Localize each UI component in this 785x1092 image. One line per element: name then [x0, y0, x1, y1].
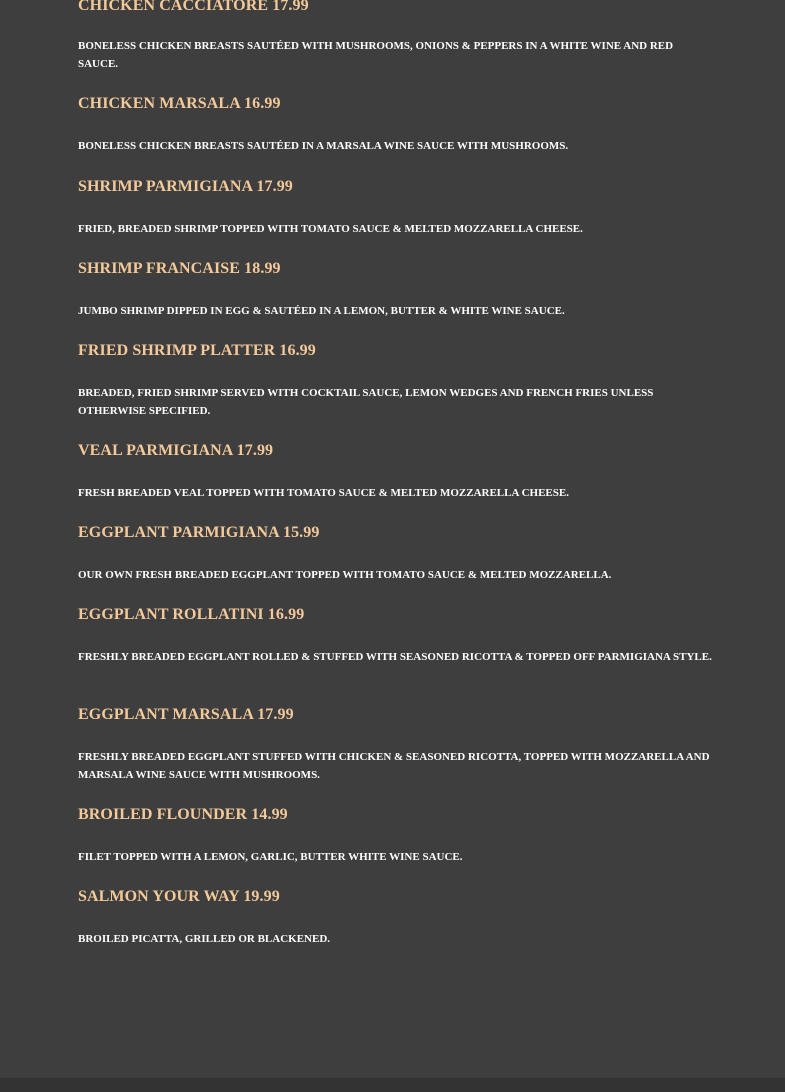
menu-item-description: FRIED, BREADED SHRIMP TOPPED WITH TOMATO SAUCE & MELTED MOZZARELLA CHEESE. — [78, 223, 583, 235]
menu-item-title: EGGPLANT MARSALA 17.99 — [78, 706, 294, 723]
menu-item-description: FRESHLY BREADED EGGPLANT ROLLED & STUFFED WITH SEASONED RICOTTA & TOPPED OFF PARMIGIANA STYLE. — [78, 651, 712, 663]
menu-item-description: BONELESS CHICKEN BREASTS SAUTÉED IN A MARSALA WINE SAUCE WITH MUSHROOMS. — [78, 140, 569, 152]
menu-item-title: EGGPLANT PARMIGIANA 15.99 — [78, 524, 320, 541]
menu-item-description: FRESHLY BREADED EGGPLANT STUFFED WITH CHICKEN & SEASONED RICOTTA, TOPPED WITH MOZZARELLA AND MARSALA WINE SAUCE WITH MUSHROOMS. — [78, 751, 710, 781]
menu-item-title: EGGPLANT ROLLATINI 16.99 — [78, 606, 305, 623]
menu-item-description: FRESH BREADED VEAL TOPPED WITH TOMATO SAUCE & MELTED MOZZARELLA CHEESE. — [78, 487, 569, 499]
menu-item-title: CHICKEN CACCIATORE 17.99 — [78, 0, 309, 14]
menu-item-description: BREADED, FRIED SHRIMP SERVED WITH COCKTAIL SAUCE, LEMON WEDGES AND FRENCH FRIES UNLESS OTHERWISE SPECIFIED. — [78, 387, 654, 417]
menu-item-title: VEAL PARMIGIANA 17.99 — [78, 442, 274, 459]
menu-item-description: FILET TOPPED WITH A LEMON, GARLIC, BUTTER WHITE WINE SAUCE. — [78, 851, 463, 863]
menu-item-title: FRIED SHRIMP PLATTER 16.99 — [78, 342, 316, 359]
menu-item-title: SALMON YOUR WAY 19.99 — [78, 888, 280, 905]
menu-item-title: CHICKEN MARSALA 16.99 — [78, 95, 281, 112]
menu-item-title: SHRIMP PARMIGIANA 17.99 — [78, 178, 293, 195]
menu-item-description: JUMBO SHRIMP DIPPED IN EGG & SAUTÉED IN A LEMON, BUTTER & WHITE WINE SAUCE. — [78, 305, 565, 317]
menu-item-title: SHRIMP FRANCAISE 18.99 — [78, 260, 281, 277]
menu-item-description: OUR OWN FRESH BREADED EGGPLANT TOPPED WITH TOMATO SAUCE & MELTED MOZZARELLA. — [78, 569, 612, 581]
menu-item-title: BROILED FLOUNDER 14.99 — [78, 806, 288, 823]
menu-item-description: BROILED PICATTA, GRILLED OR BLACKENED. — [78, 933, 331, 945]
menu-item-description: BONELESS CHICKEN BREASTS SAUTÉED WITH MUSHROOMS, ONIONS & PEPPERS IN A WHITE WINE AND RED SAUCE. — [78, 40, 674, 70]
footer-bar — [0, 1078, 785, 1092]
